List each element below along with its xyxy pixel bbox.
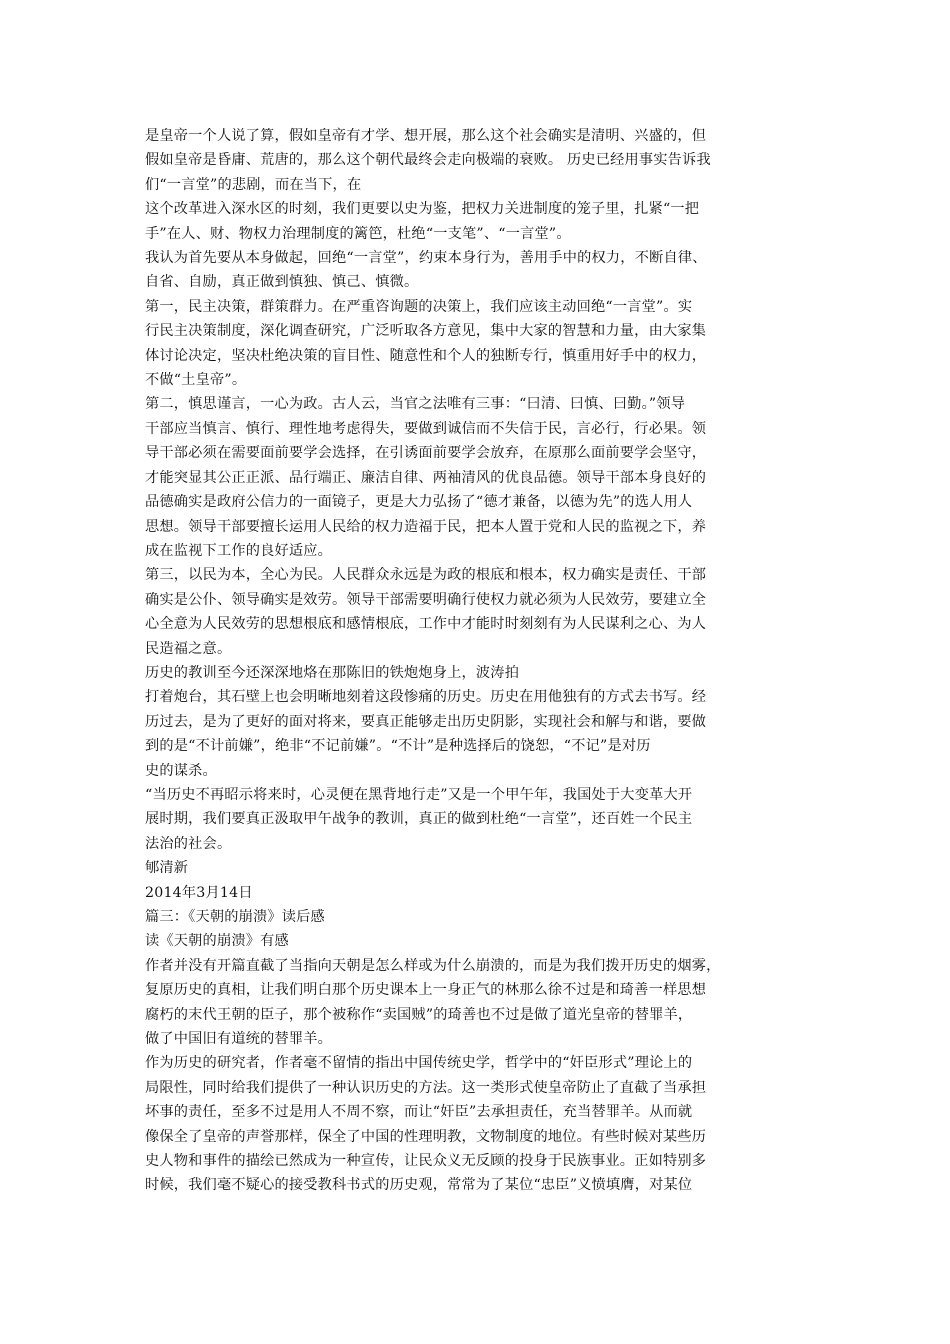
text-line: 历史的教训至今还深深地烙在那陈旧的铁炮炮身上，波涛拍	[145, 664, 520, 681]
text-line: 作者并没有开篇直截了当指向天朝是怎么样或为什么崩溃的，而是为我们拨开历史的烟雾，	[145, 957, 721, 974]
text-line: “当历史不再昭示将来时，心灵便在黑背地行走”又是一个甲午年，我国处于大变革大开	[145, 786, 693, 803]
text-line: 这个改革进入深水区的时刻，我们更要以史为鉴，把权力关进制度的笼子里，扎紧“一把	[145, 201, 700, 218]
text-line: 做了中国旧有道统的替罪羊。	[145, 1031, 333, 1048]
text-line: 心全意为人民效劳的思想根底和感情根底，工作中才能时时刻刻有为人民谋利之心、为人	[145, 616, 707, 633]
text-line: 坏事的责任，至多不过是用人不周不察，而让“奸臣”去承担责任，充当替罪羊。从而就	[145, 1104, 693, 1121]
text-line: 第二，慎思谨言，一心为政。古人云，当官之法唯有三事：“曰清、曰慎、曰勤。”领导	[145, 396, 686, 413]
text-line: 体讨论决定，坚决杜绝决策的盲目性、随意性和个人的独断专行，慎重用好手中的权力，	[145, 347, 707, 364]
text-line: 篇三：《天朝的崩溃》读后感	[145, 909, 325, 925]
text-line: 郇清新	[145, 860, 189, 877]
text-line: 干部应当慎言、慎行、理性地考虑得失，要做到诚信而不失信于民，言必行，行必果。领	[145, 420, 707, 437]
text-line: 读《天朝的崩溃》有感	[145, 933, 289, 950]
text-line: 行民主决策制度，深化调查研究，广泛听取各方意见，集中大家的智慧和力量，由大家集	[145, 323, 707, 340]
text-line: 展时期，我们要真正汲取甲午战争的教训，真正的做到杜绝“一言堂”，还百姓一个民主	[145, 811, 693, 828]
text-line: 手”在人、财、物权力治理制度的篱笆，杜绝“一支笔”、“一言堂”。	[145, 225, 571, 242]
text-line: 打着炮台，其石壁上也会明晰地刻着这段惨痛的历史。历史在用他独有的方式去书写。经	[145, 689, 707, 706]
text-line: 到的是“不计前嫌”，绝非“不记前嫌”。“不计”是种选择后的饶恕，“不记”是对历	[145, 738, 651, 755]
text-line: 我认为首先要从本身做起，回绝“一言堂”，约束本身行为，善用手中的权力，不断自律、	[145, 250, 707, 267]
text-line: 假如皇帝是昏庸、荒唐的，那么这个朝代最终会走向极端的衰败。 历史已经用事实告诉我	[145, 152, 711, 169]
text-line: 2014年3月14日	[145, 884, 253, 901]
text-line: 第三，以民为本，全心为民。人民群众永远是为政的根底和根本，权力确实是责任、干部	[145, 567, 707, 584]
text-line: 史的谋杀。	[145, 762, 217, 779]
text-line: 品德确实是政府公信力的一面镜子，更是大力弘扬了“德才兼备，以德为先”的选人用人	[145, 494, 693, 511]
text-line: 腐朽的末代王朝的臣子，那个被称作“卖国贼”的琦善也不过是做了道光皇帝的替罪羊，	[145, 1006, 693, 1023]
text-line: 自省、自励，真正做到慎独、慎己、慎微。	[145, 274, 419, 291]
text-line: 不做“土皇帝”。	[145, 372, 247, 389]
text-line: 们“一言堂”的悲剧，而在当下，在	[145, 176, 362, 193]
text-line: 第一，民主决策，群策群力。在严重咨询题的决策上，我们应该主动回绝“一言堂”。实	[145, 298, 693, 315]
text-line: 才能突显其公正正派、品行端正、廉洁自律、两袖清风的优良品德。领导干部本身良好的	[145, 469, 707, 486]
text-line: 史人物和事件的描绘已然成为一种宣传，让民众义无反顾的投身于民族事业。正如特别多	[145, 1153, 707, 1170]
text-line: 局限性，同时给我们提供了一种认识历史的方法。这一类形式使皇帝防止了直截了当承担	[145, 1079, 707, 1096]
text-line: 法治的社会。	[145, 835, 232, 852]
text-line: 民造福之意。	[145, 640, 232, 657]
document-body	[145, 124, 817, 1198]
text-line: 思想。领导干部要擅长运用人民给的权力造福于民，把本人置于党和人民的监视之下，养	[145, 518, 707, 535]
text-line: 是皇帝一个人说了算，假如皇帝有才学、想开展，那么这个社会确实是清明、兴盛的，但	[145, 128, 707, 144]
text-line: 导干部必须在需要面前要学会选择，在引诱面前要学会放弃，在原那么面前要学会坚守，	[145, 445, 707, 462]
text-line: 历过去，是为了更好的面对将来，要真正能够走出历史阴影，实现社会和解与和谐，要做	[145, 713, 707, 730]
text-line: 成在监视下工作的良好适应。	[145, 542, 333, 559]
text-line: 时候，我们毫不疑心的接受教科书式的历史观，常常为了某位“忠臣”义愤填膺，对某位	[145, 1177, 693, 1194]
text-line: 像保全了皇帝的声誉那样，保全了中国的性理明教，文物制度的地位。有些时候对某些历	[145, 1128, 707, 1145]
text-line: 复原历史的真相，让我们明白那个历史课本上一身正气的林那么徐不过是和琦善一样思想	[145, 982, 707, 999]
text-line: 确实是公仆、领导确实是效劳。领导干部需要明确行使权力就必须为人民效劳，要建立全	[145, 591, 707, 608]
text-line: 作为历史的研究者，作者毫不留情的指出中国传统史学，哲学中的“奸臣形式”理论上的	[145, 1055, 693, 1072]
